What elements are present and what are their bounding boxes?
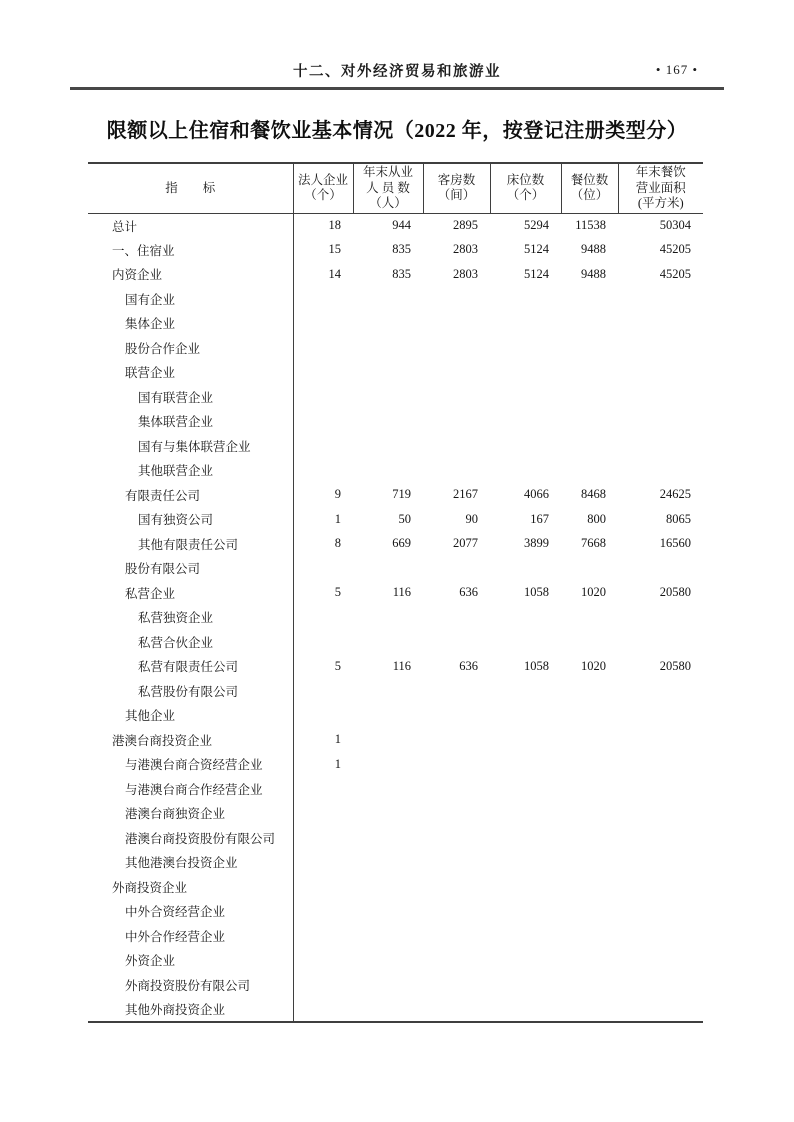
value-cell-legal-entities: 1: [334, 732, 341, 747]
value-cell-year-end-staff: [353, 899, 423, 924]
value-cell-year-end-staff: [353, 973, 423, 998]
value-cell-year-end-staff: [353, 458, 423, 483]
value-cell-guest-rooms: 2803: [453, 242, 478, 257]
column-header-line: （间）: [437, 188, 476, 203]
value-cell-guest-rooms: [423, 605, 490, 630]
table-row: [88, 556, 703, 581]
table-row: [88, 948, 703, 973]
indicator-cell: 中外合作经营企业: [88, 924, 293, 949]
section-title: 十二、对外经济贸易和旅游业: [293, 64, 501, 80]
value-cell-dining-seats: [561, 458, 618, 483]
value-cell-dining-seats: 1020: [581, 585, 606, 600]
value-cell-beds: [490, 850, 561, 875]
value-cell-beds: 167: [530, 511, 549, 526]
indicator-cell: 股份有限公司: [88, 556, 293, 581]
value-cell-guest-rooms: [423, 336, 490, 361]
value-cell-guest-rooms: [423, 679, 490, 704]
value-cell-beds: [490, 997, 561, 1022]
value-cell-guest-rooms: [423, 556, 490, 581]
value-cell-dining-floor-area: 20580: [659, 585, 691, 600]
column-header-line: 年末餐饮: [635, 165, 686, 179]
value-cell-dining-seats: [561, 360, 618, 385]
value-cell-dining-floor-area: [618, 948, 703, 973]
value-cell-year-end-staff: [353, 850, 423, 875]
value-cell-legal-entities: 5: [334, 658, 341, 673]
value-cell-year-end-staff: 669: [392, 536, 411, 551]
value-cell-beds: [490, 434, 561, 459]
value-cell-year-end-staff: [353, 336, 423, 361]
table-row: [88, 581, 703, 606]
value-cell-dining-floor-area: [618, 703, 703, 728]
value-cell-dining-floor-area: [618, 311, 703, 336]
value-cell-dining-floor-area: [618, 434, 703, 459]
indicator-cell: 外资企业: [88, 948, 293, 973]
value-cell-beds: [490, 287, 561, 312]
value-cell-dining-seats: 1020: [581, 658, 606, 673]
value-cell-legal-entities: [293, 899, 353, 924]
value-cell-beds: 3899: [524, 536, 549, 551]
value-cell-legal-entities: 9: [334, 487, 341, 502]
value-cell-year-end-staff: [353, 556, 423, 581]
value-cell-legal-entities: [293, 336, 353, 361]
indicator-cell: 中外合资经营企业: [88, 899, 293, 924]
value-cell-dining-floor-area: [618, 458, 703, 483]
value-cell-dining-seats: [561, 850, 618, 875]
value-cell-dining-seats: 9488: [581, 242, 606, 257]
value-cell-dining-floor-area: 24625: [659, 487, 691, 502]
value-cell-legal-entities: [293, 287, 353, 312]
value-cell-year-end-staff: [353, 875, 423, 900]
indicator-cell: 其他外商投资企业: [88, 997, 293, 1022]
value-cell-legal-entities: 15: [328, 242, 341, 257]
table-row: [88, 507, 703, 532]
indicator-cell: 内资企业: [88, 262, 293, 287]
column-header-year-end-staff: [353, 163, 423, 213]
table-row: [88, 654, 703, 679]
indicator-cell: 总计: [88, 213, 293, 238]
value-cell-beds: [490, 777, 561, 802]
value-cell-year-end-staff: 116: [392, 585, 411, 600]
value-cell-guest-rooms: [423, 360, 490, 385]
indicator-cell: 港澳台商投资股份有限公司: [88, 826, 293, 851]
value-cell-beds: [490, 899, 561, 924]
indicator-cell: 其他企业: [88, 703, 293, 728]
table-row: [88, 973, 703, 998]
indicator-cell: 外商投资股份有限公司: [88, 973, 293, 998]
value-cell-dining-floor-area: [618, 409, 703, 434]
column-header-dining-seats: [561, 163, 618, 213]
table-row: [88, 262, 703, 287]
value-cell-legal-entities: 5: [334, 585, 341, 600]
value-cell-guest-rooms: 2895: [453, 218, 478, 232]
value-cell-legal-entities: 1: [334, 756, 341, 771]
value-cell-dining-floor-area: [618, 752, 703, 777]
column-header-line: 餐位数: [570, 172, 609, 187]
value-cell-dining-seats: [561, 605, 618, 630]
value-cell-dining-seats: [561, 728, 618, 753]
value-cell-legal-entities: 14: [328, 266, 341, 281]
value-cell-beds: [490, 728, 561, 753]
value-cell-guest-rooms: 90: [465, 511, 478, 526]
value-cell-beds: [490, 752, 561, 777]
table-row: [88, 899, 703, 924]
table-row: [88, 703, 703, 728]
value-cell-legal-entities: [293, 409, 353, 434]
column-header-line: 床位数: [506, 172, 545, 187]
value-cell-dining-floor-area: [618, 385, 703, 410]
value-cell-legal-entities: [293, 703, 353, 728]
value-cell-year-end-staff: 835: [392, 242, 411, 257]
indicator-cell: 国有独资公司: [88, 507, 293, 532]
value-cell-dining-floor-area: [618, 875, 703, 900]
value-cell-legal-entities: [293, 556, 353, 581]
value-cell-dining-seats: [561, 973, 618, 998]
header-rule: [70, 87, 724, 90]
value-cell-dining-seats: 8468: [581, 487, 606, 502]
value-cell-dining-seats: [561, 703, 618, 728]
table-row: [88, 630, 703, 655]
table-row: [88, 728, 703, 753]
value-cell-dining-seats: [561, 287, 618, 312]
indicator-cell: 其他联营企业: [88, 458, 293, 483]
indicator-cell: 国有联营企业: [88, 385, 293, 410]
value-cell-dining-floor-area: [618, 826, 703, 851]
value-cell-beds: [490, 973, 561, 998]
value-cell-guest-rooms: [423, 875, 490, 900]
value-cell-legal-entities: [293, 630, 353, 655]
column-header-line: 营业面积: [635, 180, 686, 195]
value-cell-dining-seats: 7668: [581, 536, 606, 551]
value-cell-beds: 4066: [524, 487, 549, 502]
value-cell-dining-floor-area: 16560: [659, 536, 691, 551]
value-cell-dining-seats: [561, 679, 618, 704]
value-cell-beds: 5124: [524, 266, 549, 281]
table-row: [88, 311, 703, 336]
value-cell-year-end-staff: [353, 605, 423, 630]
value-cell-beds: [490, 703, 561, 728]
indicator-cell: 一、住宿业: [88, 238, 293, 263]
value-cell-dining-seats: [561, 630, 618, 655]
value-cell-year-end-staff: [353, 728, 423, 753]
value-cell-dining-seats: 800: [587, 511, 606, 526]
value-cell-dining-seats: [561, 924, 618, 949]
value-cell-beds: [490, 630, 561, 655]
indicator-cell: 私营合伙企业: [88, 630, 293, 655]
value-cell-guest-rooms: [423, 997, 490, 1022]
indicator-cell: 其他有限责任公司: [88, 532, 293, 557]
value-cell-year-end-staff: [353, 311, 423, 336]
value-cell-dining-floor-area: [618, 605, 703, 630]
indicator-cell: 私营企业: [88, 581, 293, 606]
indicator-cell: 股份合作企业: [88, 336, 293, 361]
value-cell-guest-rooms: 2077: [453, 536, 478, 551]
column-header-line: （个）: [304, 188, 342, 203]
value-cell-legal-entities: 18: [328, 218, 341, 232]
value-cell-beds: 1058: [524, 658, 549, 673]
value-cell-guest-rooms: [423, 703, 490, 728]
value-cell-dining-floor-area: [618, 997, 703, 1022]
value-cell-beds: [490, 875, 561, 900]
value-cell-dining-floor-area: 45205: [659, 266, 691, 281]
value-cell-legal-entities: 1: [334, 511, 341, 526]
value-cell-guest-rooms: [423, 458, 490, 483]
value-cell-guest-rooms: [423, 777, 490, 802]
table-title: 限额以上住宿和餐饮业基本情况（2022 年，按登记注册类型分）: [106, 120, 688, 142]
value-cell-dining-floor-area: 50304: [659, 218, 691, 232]
value-cell-legal-entities: [293, 973, 353, 998]
table-row: [88, 385, 703, 410]
table-row: [88, 679, 703, 704]
value-cell-dining-floor-area: [618, 556, 703, 581]
indicator-cell: 联营企业: [88, 360, 293, 385]
indicator-cell: 国有与集体联营企业: [88, 434, 293, 459]
value-cell-beds: [490, 360, 561, 385]
value-cell-legal-entities: [293, 605, 353, 630]
value-cell-guest-rooms: 2167: [453, 487, 478, 502]
table-row: [88, 605, 703, 630]
value-cell-legal-entities: [293, 826, 353, 851]
value-cell-beds: [490, 336, 561, 361]
value-cell-year-end-staff: [353, 287, 423, 312]
table-row: [88, 850, 703, 875]
table-row: [88, 483, 703, 508]
value-cell-year-end-staff: [353, 924, 423, 949]
value-cell-guest-rooms: [423, 801, 490, 826]
indicator-cell: 有限责任公司: [88, 483, 293, 508]
value-cell-dining-floor-area: [618, 630, 703, 655]
value-cell-dining-floor-area: 45205: [659, 242, 691, 257]
column-header-line: 法人企业: [297, 172, 348, 187]
value-cell-beds: [490, 385, 561, 410]
column-header-line: 客房数: [437, 172, 476, 187]
value-cell-year-end-staff: [353, 777, 423, 802]
value-cell-guest-rooms: [423, 434, 490, 459]
value-cell-guest-rooms: [423, 311, 490, 336]
value-cell-dining-seats: [561, 409, 618, 434]
table-header-row: [88, 163, 703, 213]
value-cell-guest-rooms: [423, 948, 490, 973]
value-cell-guest-rooms: [423, 826, 490, 851]
value-cell-beds: [490, 556, 561, 581]
value-cell-dining-floor-area: [618, 801, 703, 826]
table-row: [88, 801, 703, 826]
value-cell-year-end-staff: [353, 679, 423, 704]
value-cell-year-end-staff: 116: [392, 658, 411, 673]
table-row: [88, 213, 703, 238]
value-cell-legal-entities: [293, 875, 353, 900]
table-row: [88, 826, 703, 851]
column-header-beds: [490, 163, 561, 213]
column-header-indicator: [88, 163, 293, 213]
value-cell-legal-entities: [293, 948, 353, 973]
value-cell-legal-entities: [293, 434, 353, 459]
value-cell-guest-rooms: [423, 630, 490, 655]
table-row: [88, 409, 703, 434]
value-cell-dining-floor-area: [618, 360, 703, 385]
indicator-cell: 外商投资企业: [88, 875, 293, 900]
value-cell-year-end-staff: [353, 409, 423, 434]
value-cell-guest-rooms: [423, 728, 490, 753]
column-header-guest-rooms: [423, 163, 490, 213]
value-cell-year-end-staff: [353, 826, 423, 851]
value-cell-dining-floor-area: [618, 679, 703, 704]
value-cell-year-end-staff: 50: [398, 511, 411, 526]
value-cell-dining-seats: [561, 336, 618, 361]
value-cell-dining-seats: [561, 997, 618, 1022]
indicator-cell: 国有企业: [88, 287, 293, 312]
value-cell-dining-seats: [561, 948, 618, 973]
value-cell-guest-rooms: [423, 409, 490, 434]
value-cell-dining-floor-area: 8065: [666, 511, 691, 526]
table-row: [88, 434, 703, 459]
column-header-line: 年末从业: [362, 165, 413, 179]
value-cell-guest-rooms: [423, 850, 490, 875]
value-cell-legal-entities: [293, 458, 353, 483]
indicator-cell: 集体企业: [88, 311, 293, 336]
indicator-cell: 其他港澳台投资企业: [88, 850, 293, 875]
value-cell-dining-floor-area: 20580: [659, 658, 691, 673]
table-row: [88, 458, 703, 483]
table-row: [88, 287, 703, 312]
table-row: [88, 238, 703, 263]
value-cell-year-end-staff: [353, 385, 423, 410]
value-cell-guest-rooms: [423, 752, 490, 777]
value-cell-legal-entities: [293, 801, 353, 826]
value-cell-guest-rooms: [423, 973, 490, 998]
value-cell-dining-seats: 11538: [575, 218, 606, 232]
table-row: [88, 997, 703, 1022]
value-cell-dining-seats: [561, 385, 618, 410]
value-cell-legal-entities: [293, 924, 353, 949]
value-cell-legal-entities: [293, 850, 353, 875]
value-cell-legal-entities: [293, 360, 353, 385]
indicator-cell: 私营有限责任公司: [88, 654, 293, 679]
value-cell-year-end-staff: 835: [392, 266, 411, 281]
value-cell-dining-seats: [561, 311, 618, 336]
value-cell-guest-rooms: [423, 899, 490, 924]
value-cell-dining-seats: 9488: [581, 266, 606, 281]
indicator-cell: 集体联营企业: [88, 409, 293, 434]
value-cell-legal-entities: [293, 679, 353, 704]
indicator-cell: 与港澳台商合作经营企业: [88, 777, 293, 802]
value-cell-year-end-staff: [353, 801, 423, 826]
value-cell-dining-floor-area: [618, 899, 703, 924]
value-cell-dining-floor-area: [618, 287, 703, 312]
column-header-legal-entities: [293, 163, 353, 213]
value-cell-dining-seats: [561, 826, 618, 851]
indicator-cell: 港澳台商独资企业: [88, 801, 293, 826]
value-cell-guest-rooms: [423, 287, 490, 312]
value-cell-dining-floor-area: [618, 973, 703, 998]
value-cell-guest-rooms: 636: [459, 658, 478, 673]
value-cell-dining-floor-area: [618, 728, 703, 753]
value-cell-dining-floor-area: [618, 777, 703, 802]
value-cell-dining-seats: [561, 875, 618, 900]
value-cell-guest-rooms: 636: [459, 585, 478, 600]
value-cell-year-end-staff: 719: [392, 487, 411, 502]
value-cell-year-end-staff: [353, 752, 423, 777]
value-cell-year-end-staff: 944: [392, 218, 411, 232]
value-cell-beds: [490, 458, 561, 483]
indicator-cell: 与港澳台商合资经营企业: [88, 752, 293, 777]
table-row: [88, 924, 703, 949]
column-header-line: （位）: [570, 188, 609, 203]
indicator-cell: 私营股份有限公司: [88, 679, 293, 704]
value-cell-year-end-staff: [353, 360, 423, 385]
value-cell-year-end-staff: [353, 948, 423, 973]
value-cell-beds: [490, 409, 561, 434]
indicator-cell: 私营独资企业: [88, 605, 293, 630]
column-header-line: 指 标: [165, 180, 216, 195]
table-row: [88, 875, 703, 900]
table-row: [88, 336, 703, 361]
value-cell-guest-rooms: [423, 924, 490, 949]
value-cell-beds: [490, 948, 561, 973]
value-cell-dining-seats: [561, 752, 618, 777]
value-cell-legal-entities: 8: [334, 536, 341, 551]
value-cell-beds: 1058: [524, 585, 549, 600]
column-header-line: （个）: [506, 188, 545, 203]
column-header-line: （人）: [369, 196, 407, 210]
table-row: [88, 360, 703, 385]
value-cell-legal-entities: [293, 777, 353, 802]
value-cell-year-end-staff: [353, 997, 423, 1022]
value-cell-guest-rooms: [423, 385, 490, 410]
page-number: • 167 •: [655, 62, 698, 77]
value-cell-dining-floor-area: [618, 336, 703, 361]
table-row: [88, 752, 703, 777]
statistics-table: [88, 162, 703, 1023]
running-head: [70, 58, 724, 82]
value-cell-beds: 5124: [524, 242, 549, 257]
value-cell-year-end-staff: [353, 703, 423, 728]
value-cell-beds: 5294: [524, 218, 549, 232]
value-cell-dining-floor-area: [618, 924, 703, 949]
value-cell-dining-floor-area: [618, 850, 703, 875]
indicator-cell: 港澳台商投资企业: [88, 728, 293, 753]
value-cell-beds: [490, 801, 561, 826]
value-cell-year-end-staff: [353, 434, 423, 459]
value-cell-guest-rooms: 2803: [453, 266, 478, 281]
value-cell-legal-entities: [293, 311, 353, 336]
value-cell-dining-seats: [561, 434, 618, 459]
column-header-line: (平方米): [637, 196, 684, 210]
table-row: [88, 532, 703, 557]
value-cell-beds: [490, 605, 561, 630]
table-row: [88, 777, 703, 802]
value-cell-dining-seats: [561, 801, 618, 826]
value-cell-beds: [490, 826, 561, 851]
value-cell-dining-seats: [561, 777, 618, 802]
value-cell-year-end-staff: [353, 630, 423, 655]
value-cell-legal-entities: [293, 997, 353, 1022]
column-header-line: 人 员 数: [366, 180, 410, 195]
value-cell-dining-seats: [561, 556, 618, 581]
value-cell-beds: [490, 679, 561, 704]
value-cell-legal-entities: [293, 385, 353, 410]
column-header-dining-floor-area: [618, 163, 703, 213]
value-cell-beds: [490, 924, 561, 949]
value-cell-beds: [490, 311, 561, 336]
value-cell-dining-seats: [561, 899, 618, 924]
